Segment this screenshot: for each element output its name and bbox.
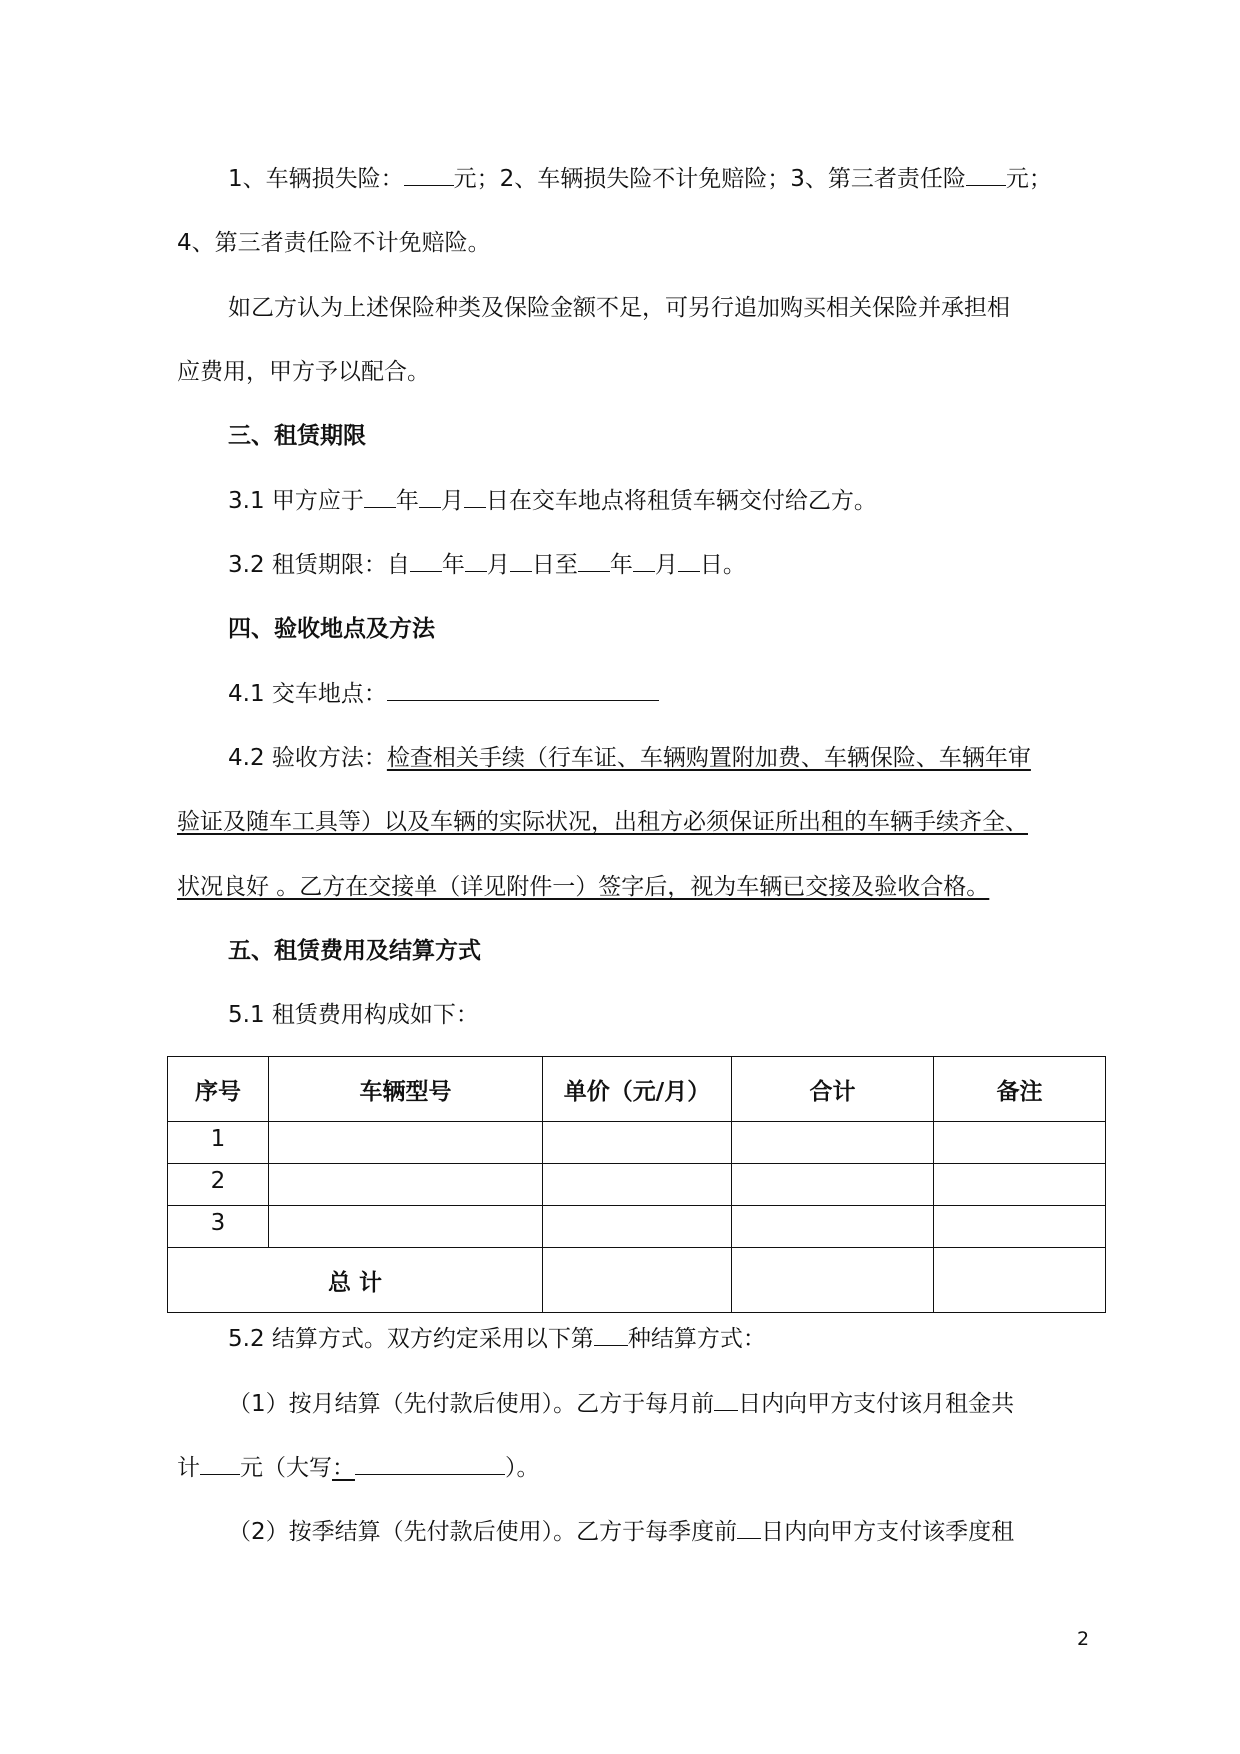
table-cell (934, 1164, 1106, 1206)
table-header-cell: 序号 (168, 1057, 269, 1122)
blank-field (678, 549, 700, 572)
table-header-cell: 合计 (732, 1057, 934, 1122)
text: 年 (395, 488, 419, 514)
blank-field (464, 485, 486, 508)
text: 年 (441, 552, 465, 578)
text: 元； (1005, 166, 1052, 192)
table-cell (732, 1206, 934, 1248)
text: 日。 (699, 552, 746, 578)
lease-term-line (228, 549, 746, 581)
acceptance-method-line-3: 状况良好 。乙方在交接单（详见附件一）签字后，视为车辆已交接及验收合格。 (177, 874, 990, 900)
table-cell: 3 (168, 1206, 269, 1248)
table-cell (934, 1206, 1106, 1248)
blank-field (387, 678, 659, 701)
table-cell (732, 1164, 934, 1206)
text: 3.1 甲方应于 (228, 488, 364, 514)
monthly-settlement-line-2 (177, 1452, 540, 1484)
table-row (168, 1122, 1106, 1164)
acceptance-method-line-2: 验证及随车工具等）以及车辆的实际状况，出租方必须保证所出租的车辆手续齐全、 (177, 809, 1028, 835)
text: 月 (654, 552, 678, 578)
section-heading: 四、验收地点及方法 (228, 616, 435, 642)
table-cell: 1 (168, 1122, 269, 1164)
table-cell (732, 1248, 934, 1313)
table-total-row (168, 1248, 1106, 1313)
extra-insurance-line-1 (228, 292, 1010, 324)
table-header-cell: 车辆型号 (269, 1057, 543, 1122)
blank-field (633, 549, 655, 572)
table-cell (934, 1248, 1106, 1313)
table-header-cell: 单价（元/月） (543, 1057, 732, 1122)
blank-field (594, 1323, 628, 1346)
text: ）。 (505, 1455, 540, 1481)
text: 种结算方式： (627, 1326, 766, 1352)
text: 元；2、车辆损失险不计免赔险；3、第三者责任险 (453, 166, 966, 192)
blank-field (714, 1388, 738, 1411)
text: （2）按季结算（先付款后使用）。乙方于每季度前 (228, 1519, 738, 1545)
insurance-line-1 (228, 163, 1052, 195)
table-row (168, 1164, 1106, 1206)
blank-field (510, 549, 532, 572)
text: 年 (609, 552, 633, 578)
table-cell (543, 1206, 732, 1248)
table-header-cell: 备注 (934, 1057, 1106, 1122)
quarterly-settlement-line (228, 1516, 1014, 1548)
text: 月 (440, 488, 464, 514)
text: （1）按月结算（先付款后使用）。乙方于每月前 (228, 1391, 715, 1417)
fee-table (167, 1056, 1106, 1313)
table-cell (732, 1122, 934, 1164)
text: 1、车辆损失险： (228, 166, 404, 192)
table-cell (934, 1122, 1106, 1164)
underlined-text: ： (332, 1455, 355, 1481)
blank-field (364, 485, 396, 508)
blank-field (355, 1452, 505, 1475)
text: 应费用，甲方予以配合。 (177, 359, 430, 385)
text: 元（大写 (240, 1455, 332, 1481)
text: 日至 (531, 552, 578, 578)
delivery-place-line (228, 678, 659, 710)
delivery-date-line (228, 485, 877, 517)
table-cell (543, 1164, 732, 1206)
text: 日内向甲方支付该月租金共 (738, 1391, 1015, 1417)
blank-field (410, 549, 442, 572)
text: 4.2 验收方法： (228, 745, 387, 771)
text: 日在交车地点将租赁车辆交付给乙方。 (485, 488, 877, 514)
text: 4.1 交车地点： (228, 681, 387, 707)
table-cell: 2 (168, 1164, 269, 1206)
text: 5.2 结算方式。双方约定采用以下第 (228, 1326, 594, 1352)
table-cell (269, 1206, 543, 1248)
section-heading: 三、租赁期限 (228, 423, 366, 449)
text: 日内向甲方支付该季度租 (761, 1519, 1015, 1545)
acceptance-method-line-1 (228, 742, 1031, 774)
blank-field (200, 1452, 240, 1475)
blank-field (465, 549, 487, 572)
blank-field (966, 163, 1006, 186)
text: 4、第三者责任险不计免赔险。 (177, 230, 491, 256)
total-label: 总 计 (168, 1248, 543, 1313)
blank-field (578, 549, 610, 572)
table-header-row (168, 1057, 1106, 1122)
table-cell (543, 1248, 732, 1313)
table-cell (543, 1122, 732, 1164)
fee-intro-line: 5.1 租赁费用构成如下： (228, 1002, 479, 1028)
blank-field (404, 163, 454, 186)
text: 3.2 租赁期限：自 (228, 552, 410, 578)
text: 月 (486, 552, 510, 578)
section-heading: 五、租赁费用及结算方式 (228, 938, 481, 964)
text: 如乙方认为上述保险种类及保险金额不足，可另行追加购买相关保险并承担相 (228, 295, 1010, 321)
blank-field (419, 485, 441, 508)
text: 计 (177, 1455, 200, 1481)
page-number: 2 (1077, 1628, 1090, 1650)
settlement-line (228, 1323, 766, 1355)
underlined-text: 检查相关手续（行车证、车辆购置附加费、车辆保险、车辆年审 (386, 745, 1031, 771)
insurance-line-2 (177, 227, 491, 259)
table-cell (269, 1122, 543, 1164)
table-row (168, 1206, 1106, 1248)
extra-insurance-line-2 (177, 356, 430, 388)
table-cell (269, 1164, 543, 1206)
blank-field (737, 1516, 761, 1539)
monthly-settlement-line-1 (228, 1388, 1014, 1420)
